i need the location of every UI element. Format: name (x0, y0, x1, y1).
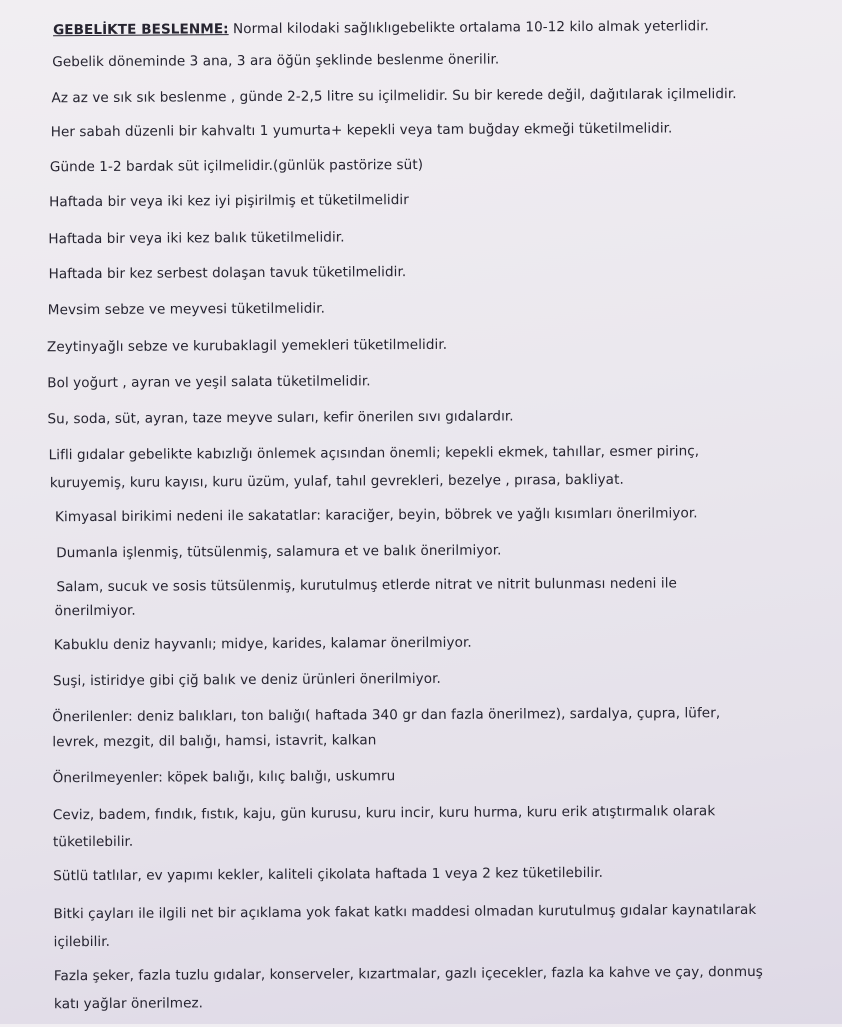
text-line: kuruyemiş, kuru kayısı, kuru üzüm, yulaf, tahıl gevrekleri, bezelye , pırasa, bakliyat. (49, 471, 624, 492)
text-line: Haftada bir veya iki kez balık tüketilmelidir. (48, 229, 345, 248)
text-line: Gebelik döneminde 3 ana, 3 ara öğün şeklinde beslenme önerilir. (52, 51, 500, 71)
text-line: içilebilir. (53, 933, 111, 951)
text-line: Bol yoğurt , ayran ve yeşil salata tüketilmelidir. (47, 373, 371, 392)
text-line: Sütlü tatlılar, ev yapımı kekler, kaliteli çikolata haftada 1 veya 2 kez tüketilebilir. (53, 864, 604, 885)
text-line: katı yağlar önerilmez. (53, 995, 204, 1013)
text-line: Mevsim sebze ve meyvesi tüketilmelidir. (47, 300, 325, 319)
text-line: Önerilenler: deniz balıkları, ton balığı( haftada 340 gr dan fazla önerilmez), sardalya, çupra, lüfer, (52, 705, 721, 726)
text-line: Az az ve sık sık beslenme , günde 2-2,5 litre su içilmelidir. Su bir kerede değil, dağıtılarak içilmelidir. (51, 86, 737, 107)
text-line: Kabuklu deniz hayvanlı; midye, karides, kalamar önerilmiyor. (53, 634, 472, 654)
text-line: tüketilebilir. (52, 833, 134, 851)
text-line: Her sabah düzenli bir kahvaltı 1 yumurta+ kepekli veya tam buğday ekmeği tüketilmelidir. (50, 120, 673, 141)
text-line: Önerilmeyenler: köpek balığı, kılıç balığı, uskumru (52, 768, 396, 787)
text-line: Kimyasal birikimi nedeni ile sakatatlar: karaciğer, beyin, böbrek ve yağlı kısımları önerilmiyor. (54, 505, 698, 526)
text-line: Haftada bir veya iki kez iyi pişirilmiş et tüketilmelidir (49, 192, 409, 211)
text-line: Fazla şeker, fazla tuzlu gıdalar, konserveler, kızartmalar, gazlı içecekler, fazla ka kahve ve çay, donmuş (53, 963, 763, 985)
text-line: levrek, mezgit, dil balığı, hamsi, istavrit, kalkan (52, 732, 377, 751)
text-line: Haftada bir kez serbest dolaşan tavuk tüketilmelidir. (48, 264, 407, 283)
text-line: Zeytinyağlı sebze ve kurubaklagil yemekleri tüketilmelidir. (46, 336, 448, 356)
intro-text: Normal kilodaki sağlıklıgebelikte ortalama 10-12 kilo almak yeterlidir. (228, 18, 709, 38)
text-line: Lifli gıdalar gebelikte kabızlığı önlemek açısından önemli; kepekli ekmek, tahıllar, esmer pirinç, (48, 443, 700, 464)
text-line: Salam, sucuk ve sosis tütsülenmiş, kurutulmuş etlerde nitrat ve nitrit bulunması nedeni ile (56, 575, 677, 596)
text-line: Ceviz, badem, fındık, fıstık, kaju, gün kurusu, kuru incir, kuru hurma, kuru erik atıştırmalık olarak (52, 803, 716, 824)
text-line: Su, soda, süt, ayran, taze meyve suları, kefir önerilen sıvı gıdalardır. (47, 408, 514, 428)
text-line: Dumanla işlenmiş, tütsülenmiş, salamura et ve balık önerilmiyor. (56, 542, 502, 562)
text-line: Suşi, istiridye gibi çiğ balık ve deniz ürünleri önerilmiyor. (52, 670, 441, 690)
document-title: GEBELİKTE BESLENME: (53, 21, 229, 39)
text-line: Günde 1-2 bardak süt içilmelidir.(günlük pastörize süt) (49, 156, 424, 176)
text-line: Bitki çayları ile ilgili net bir açıklama yok fakat katkı maddesi olmadan kurutulmuş gıdalar kaynatılarak (53, 901, 757, 923)
text-line: önerilmiyor. (54, 602, 136, 620)
heading-line (53, 18, 709, 38)
